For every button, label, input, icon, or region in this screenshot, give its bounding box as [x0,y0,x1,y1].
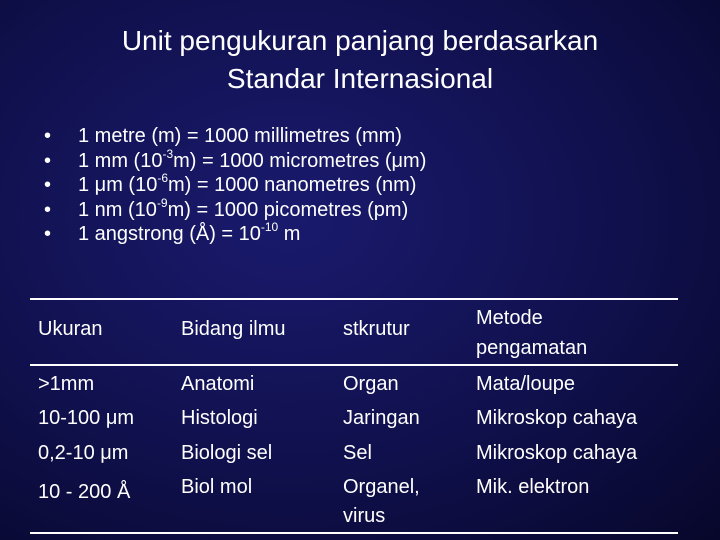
table-cell: virus [343,505,386,527]
table-cell: Organel, [343,476,420,498]
bullet-marker: • [44,198,52,221]
table-cell: Mik. elektron [476,476,590,498]
slide-title-line-1: Unit pengukuran panjang berdasarkan [121,25,599,56]
header-metode: Metode [476,307,543,329]
table-header-rule [30,364,678,366]
conversion-item: • 1 metre (m) = 1000 millimetres (mm) [44,125,402,147]
header-ukuran: Ukuran [38,318,103,340]
table-cell: Histologi [181,407,258,429]
table-cell: 10 - 200 Å [38,481,131,503]
table-cell: >1mm [38,373,95,395]
conversion-list [44,124,426,247]
table-cell: Anatomi [181,373,255,395]
conversion-item: • 1 mm $(10^{-3}m) = 1000$ micrometres (μm) [44,146,427,172]
table-cell: Mata/loupe [476,373,575,395]
table-cell: Mikroskop cahaya [476,442,638,464]
table-bottom-rule [30,532,678,534]
table-cell: Sel [343,442,372,464]
header-pengamatan: pengamatan [476,337,588,359]
bullet-marker: • [44,125,52,147]
table-cell: Jaringan [343,407,420,429]
conversion-item: • 1 angstrong (Å) = $10^{-10}$ m [44,220,301,245]
header-bidang-ilmu: Bidang ilmu [181,318,286,340]
conversion-item: • 1 nm $(10^{-9}m) = 1000$ picometres (pm) [44,195,409,221]
table-cell: 0,2-10 μm [38,442,129,464]
bullet-marker: • [44,149,52,172]
bullet-marker: • [44,223,52,245]
slide-title-line-2: Standar Internasional [226,63,494,94]
slide-title [0,22,720,98]
table-cell: Biol mol [181,476,253,498]
table-cell: 10-100 μm [38,407,135,429]
table-cell: Biologi sel [181,442,273,464]
header-struktur: stkrutur [343,318,410,340]
conversion-item: • 1 μm $(10^{-6}m) = 1000$ nanometres (nm) [44,171,417,196]
table-cell: Organ [343,373,399,395]
bullet-marker: • [44,174,52,196]
table-cell: Mikroskop cahaya [476,407,638,429]
table-top-rule [30,298,678,300]
